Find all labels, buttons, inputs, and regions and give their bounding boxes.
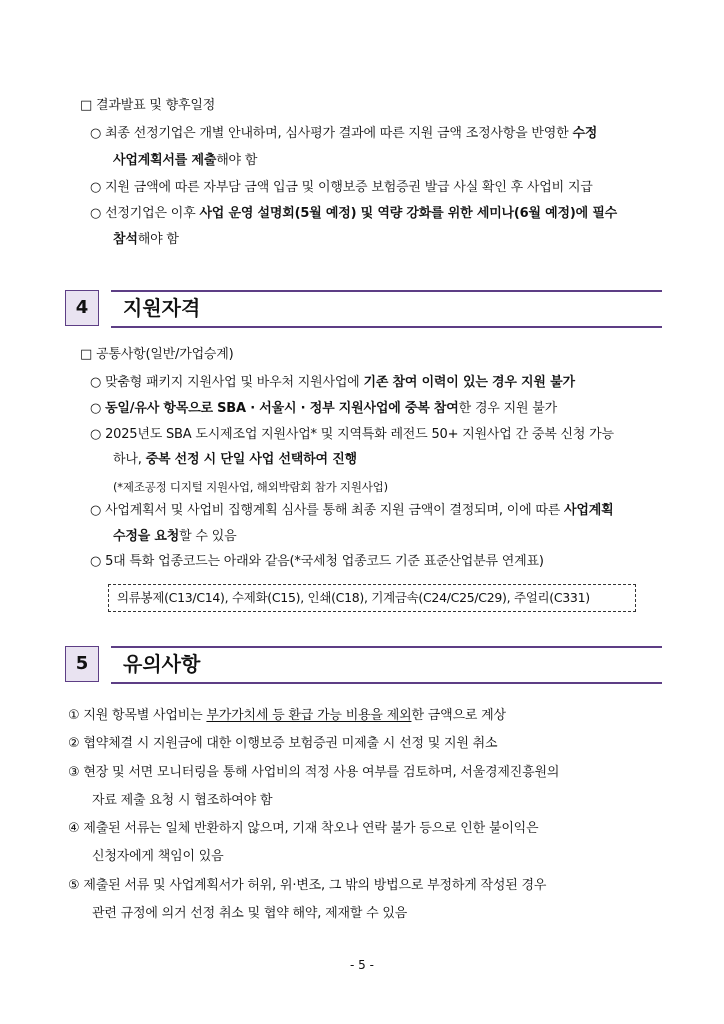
page-number: - 5 -	[350, 958, 374, 972]
section-4-item-4-line-2: 수정을 요청할 수 있음	[113, 529, 237, 544]
notice-item-5-line-1: ⑤ 제출된 서류 및 사업계획서가 허위, 위·변조, 그 밖의 방법으로 부정하게 작성된 경우	[68, 878, 547, 893]
section-5-number: 5	[65, 646, 99, 682]
results-item-1-line-2: 사업계획서를 제출해야 함	[113, 153, 258, 168]
results-item-3-line-2: 참석해야 함	[113, 232, 179, 247]
results-item-2: ○ 지원 금액에 따른 자부담 금액 입금 및 이행보증 보험증권 발급 사실 확인 후 사업비 지급	[90, 180, 593, 195]
section-4-item-4-line-1: ○ 사업계획서 및 사업비 집행계획 심사를 통해 최종 지원 금액이 결정되며, 이에 따른 사업계획	[90, 503, 614, 518]
industry-codes-box: 의류봉제(C13/C14), 수제화(C15), 인쇄(C18), 기계금속(C24/C25/C29), 주얼리(C331)	[108, 584, 636, 612]
section-5-header	[65, 646, 662, 684]
section-5-top-rule	[111, 646, 662, 648]
section-4-item-1: ○ 맞춤형 패키지 지원사업 및 바우처 지원사업에 기존 참여 이력이 있는 경우 지원 불가	[90, 375, 575, 390]
notice-item-1: ① 지원 항목별 사업비는 부가가치세 등 환급 가능 비용을 제외한 금액으로 계상	[68, 708, 506, 723]
notice-item-4-line-1: ④ 제출된 서류는 일체 반환하지 않으며, 기재 착오나 연락 불가 등으로 인한 불이익은	[68, 821, 539, 836]
section-4-top-rule	[111, 290, 662, 292]
section-4-header	[65, 290, 662, 328]
section-4-heading: □ 공통사항(일반/가업승계)	[80, 347, 234, 362]
section-4-item-2: ○ 동일/유사 항목으로 SBA · 서울시 · 정부 지원사업에 중복 참여한 경우 지원 불가	[90, 401, 557, 416]
results-item-1-line-1: ○ 최종 선정기업은 개별 안내하며, 심사평가 결과에 따른 지원 금액 조정사항을 반영한 수정	[90, 126, 598, 141]
results-heading: □ 결과발표 및 향후일정	[80, 98, 216, 113]
section-5-title: 유의사항	[123, 652, 201, 676]
notice-item-3-line-2: 자료 제출 요청 시 협조하여야 함	[92, 793, 273, 808]
notice-item-2: ② 협약체결 시 지원금에 대한 이행보증 보험증권 미제출 시 선정 및 지원 취소	[68, 736, 498, 751]
section-4-item-3-note: (*제조공정 디지털 지원사업, 해외박람회 참가 지원사업)	[113, 480, 388, 494]
section-4-item-3-line-2: 하나, 중복 선정 시 단일 사업 선택하여 진행	[113, 452, 357, 467]
section-4-item-5: ○ 5대 특화 업종코드는 아래와 같음(*국세청 업종코드 기준 표준산업분류 연계표)	[90, 554, 544, 569]
section-4-title: 지원자격	[123, 296, 201, 320]
section-5-bottom-rule	[111, 682, 662, 684]
notice-item-5-line-2: 관련 규정에 의거 선정 취소 및 협약 해약, 제재할 수 있음	[92, 906, 408, 921]
section-4-bottom-rule	[111, 326, 662, 328]
section-4-item-3-line-1: ○ 2025년도 SBA 도시제조업 지원사업* 및 지역특화 레전드 50+ 지원사업 간 중복 신청 가능	[90, 427, 614, 442]
section-4-number: 4	[65, 290, 99, 326]
results-item-3-line-1: ○ 선정기업은 이후 사업 운영 설명회(5월 예정) 및 역량 강화를 위한 세미나(6월 예정)에 필수	[90, 206, 618, 221]
notice-item-4-line-2: 신청자에게 책임이 있음	[92, 849, 224, 864]
notice-item-3-line-1: ③ 현장 및 서면 모니터링을 통해 사업비의 적정 사용 여부를 검토하며, 서울경제진흥원의	[68, 765, 560, 780]
